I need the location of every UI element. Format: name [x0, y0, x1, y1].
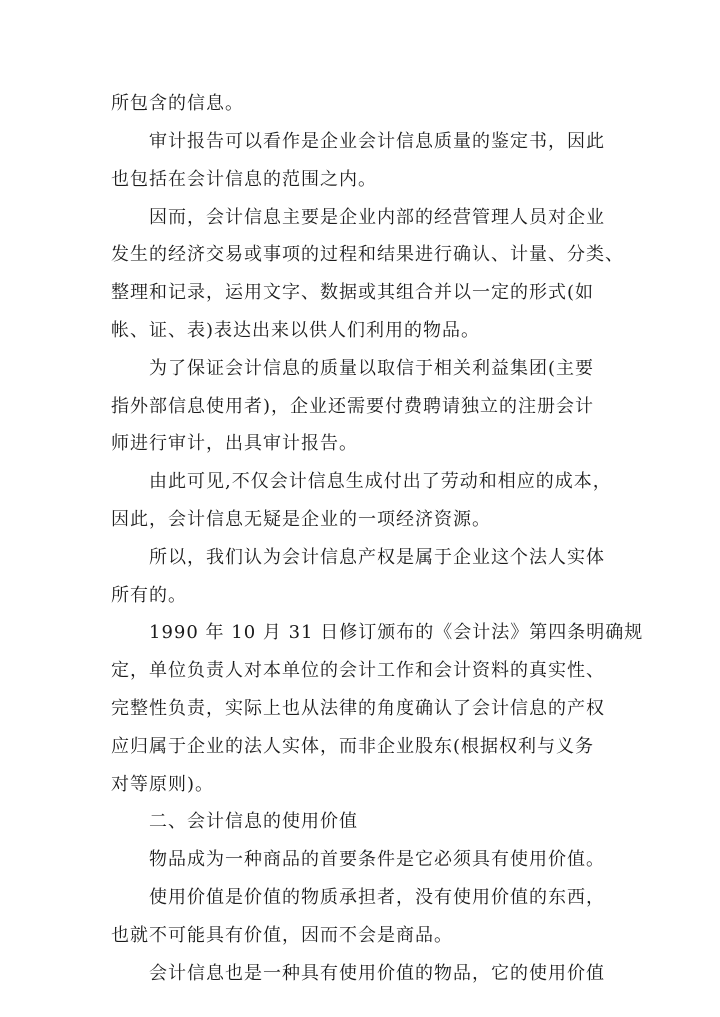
text-line: 师进行审计，出具审计报告。	[111, 433, 358, 454]
paragraph-first-line: 所以，我们认为会计信息产权是属于企业这个法人实体	[149, 547, 605, 568]
text-line: 因此，会计信息无疑是企业的一项经济资源。	[111, 509, 491, 530]
text-line: 完整性负责，实际上也从法律的角度确认了会计信息的产权	[111, 698, 605, 719]
paragraph-first-line: 物品成为一种商品的首要条件是它必须具有使用价值。	[149, 849, 605, 870]
text-line: 定，单位负责人对本单位的会计工作和会计资料的真实性、	[111, 660, 605, 681]
text-line: 也就不可能具有价值，因而不会是商品。	[111, 925, 453, 946]
section-heading: 二、会计信息的使用价值	[149, 811, 358, 832]
text-line: 指外部信息使用者)，企业还需要付费聘请独立的注册会计	[111, 396, 595, 417]
text-line: 应归属于企业的法人实体，而非企业股东(根据权利与义务	[111, 736, 595, 757]
paragraph-first-line: 会计信息也是一种具有使用价值的物品，它的使用价值	[149, 963, 605, 984]
text-line: 所包含的信息。	[111, 93, 244, 114]
paragraph-first-line: 由此可见,不仅会计信息生成付出了劳动和相应的成本，	[149, 471, 612, 492]
text-line: 也包括在会计信息的范围之内。	[111, 169, 377, 190]
text-line: 发生的经济交易或事项的过程和结果进行确认、计量、分类、	[111, 244, 624, 265]
paragraph-first-line: 使用价值是价值的物质承担者，没有使用价值的东西，	[149, 887, 605, 908]
text-line: 整理和记录，运用文字、数据或其组合并以一定的形式(如	[111, 282, 595, 303]
text-line: 对等原则)。	[111, 774, 215, 795]
paragraph-first-line: 为了保证会计信息的质量以取信于相关利益集团(主要	[149, 358, 595, 379]
text-line: 所有的。	[111, 585, 187, 606]
paragraph-first-line: 1990 年 10 月 31 日修订颁布的《会计法》第四条明确规	[149, 622, 644, 643]
text-line: 帐、证、表)表达出来以供人们利用的物品。	[111, 320, 481, 341]
paragraph-first-line: 因而，会计信息主要是企业内部的经营管理人员对企业	[149, 207, 605, 228]
paragraph-first-line: 审计报告可以看作是企业会计信息质量的鉴定书，因此	[149, 131, 605, 152]
